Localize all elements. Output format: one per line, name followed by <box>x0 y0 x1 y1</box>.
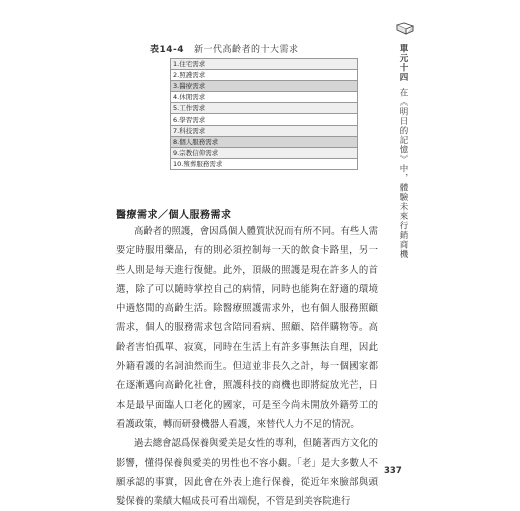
table-title: 新一代高齡者的十大需求 <box>194 45 299 55</box>
table-cell: 3.醫療需求 <box>171 81 358 92</box>
table-cell: 6.學習需求 <box>171 114 358 125</box>
needs-table <box>170 58 358 170</box>
table-row <box>171 92 358 103</box>
page-number: 337 <box>384 466 402 476</box>
chapter-number: 單元十四 <box>398 44 408 82</box>
table-cell: 1.住宅需求 <box>171 59 358 70</box>
table-caption <box>150 42 370 55</box>
table-row <box>171 59 358 70</box>
table-cell: 2.照護需求 <box>171 70 358 81</box>
body-text <box>116 222 378 511</box>
chapter-title: 在《明日的記憶》中，體驗未來行銷商機 <box>398 88 408 259</box>
table-cell: 10.殯葬服務需求 <box>171 158 358 169</box>
table-row <box>171 147 358 158</box>
table-row <box>171 103 358 114</box>
table-row <box>171 70 358 81</box>
section-heading: 醫療需求／個人服務需求 <box>116 210 232 221</box>
table-row <box>171 81 358 92</box>
table-row <box>171 136 358 147</box>
table-row <box>171 158 358 169</box>
book-icon <box>396 22 414 36</box>
table-label: 表14-4 <box>150 45 185 55</box>
table-cell: 4.休閒需求 <box>171 92 358 103</box>
paragraph-2: 過去總會認爲保養與愛美是女性的專利，但隨著西方文化的影響，懂得保養與愛美的男性也不容小覷。「老」是大多數人不願承認的事實，因此會在外表上進行保養，從近年來臉部與頭髮保養的業績大幅成長可看出端倪，不管是到美容院進行 <box>116 438 378 508</box>
paragraph-1: 高齡者的照護，會因爲個人體質狀況而有所不同。有些人需要定時服用藥品，有的則必須控制每一天的飲食卡路里，另一些人則是每天進行復健。此外，頂級的照護是現在許多人的首選，除了可以隨時掌控自己的病情，同時也能夠在舒適的環境中過悠閒的高齡生活。除醫療照護需求外，也有個人服務照顧需求，個人的服務需求包含陪同看病、照顧、陪伴購物等。高齡者害怕孤單、寂寞，同時在生活上有許多事無法自理，因此外籍看護的名詞油然而生。但這並非長久之計，每一個國家都在逐漸邁向高齡化社會，照護科技的商機也即將綻放光芒，日本是最早面臨人口老化的國家，可是至今尚未開放外籍勞工的看護政策，轉而研發機器人看護，來替代人力不足的情況。 <box>116 226 378 430</box>
table-cell: 5.工作需求 <box>171 103 358 114</box>
table-row <box>171 125 358 136</box>
table-row <box>171 114 358 125</box>
table-cell: 9.宗教信仰需求 <box>171 147 358 158</box>
table-cell: 8.個人服務需求 <box>171 136 358 147</box>
table-cell: 7.科技需求 <box>171 125 358 136</box>
